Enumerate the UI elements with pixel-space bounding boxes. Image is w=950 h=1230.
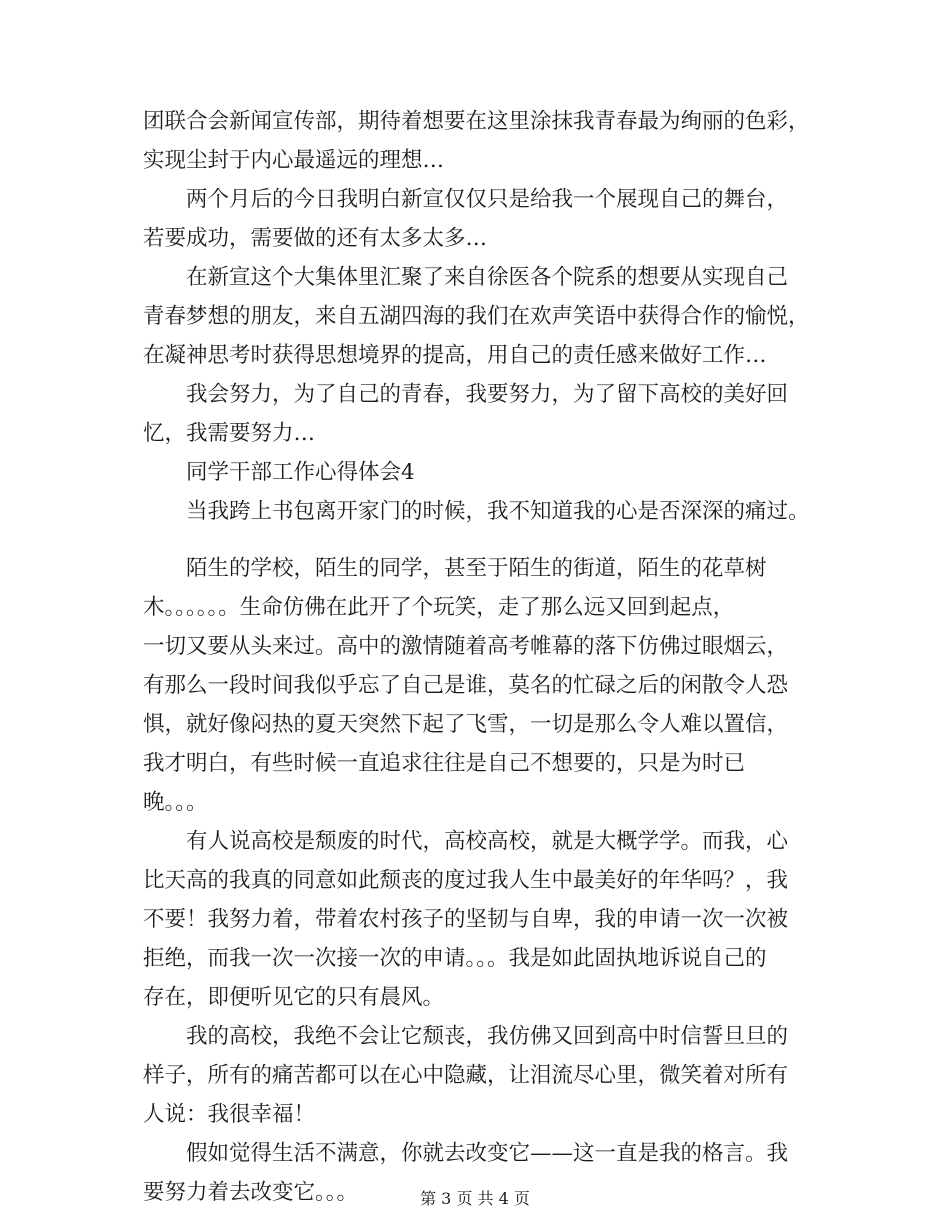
text-line: 样子，所有的痛苦都可以在心中隐藏，让泪流尽心里，微笑着对所有: [143, 1063, 789, 1088]
text-line: 一切又要从头来过。高中的激情随着高考帷幕的落下仿佛过眼烟云，: [143, 634, 789, 659]
text-line: 要努力着去改变它。。。: [143, 1180, 359, 1205]
text-line: 比天高的我真的同意如此颓丧的度过我人生中最美好的年华吗？，我: [143, 868, 789, 893]
text-line: 晚。。。: [143, 790, 208, 815]
text-line: 惧，就好像闷热的夏天突然下起了飞雪，一切是那么令人难以置信，: [143, 712, 789, 737]
text-line: 忆，我需要努力…: [143, 421, 316, 446]
text-line: 木。。。。。。生命仿佛在此开了个玩笑，走了那么远又回到起点，: [143, 595, 735, 620]
section-heading: 同学干部工作心得体会4: [186, 460, 415, 485]
text-line: 不要！我努力着，带着农村孩子的坚韧与自卑，我的申请一次一次被: [143, 907, 789, 932]
text-line: 存在，即便听见它的只有晨风。: [143, 985, 445, 1010]
text-line: 我会努力，为了自己的青春，我要努力，为了留下高校的美好回: [186, 382, 789, 407]
text-line: 拒绝，而我一次一次接一次的申请。。。我是如此固执地诉说自己的: [143, 946, 767, 971]
text-line: 有人说高校是颓废的时代，高校高校，就是大概学学。而我，心: [186, 829, 789, 854]
text-line: 在新宣这个大集体里汇聚了来自徐医各个院系的想要从实现自己: [186, 265, 789, 290]
text-line: 当我跨上书包离开家门的时候，我不知道我的心是否深深的痛过。: [186, 499, 810, 524]
text-line: 若要成功，需要做的还有太多太多…: [143, 226, 488, 251]
text-line: 陌生的学校，陌生的同学，甚至于陌生的街道，陌生的花草树: [186, 556, 767, 581]
text-line: 有那么一段时间我似乎忘了自己是谁，莫名的忙碌之后的闲散令人恐: [143, 673, 789, 698]
text-line: 在凝神思考时获得思想境界的提高，用自己的责任感来做好工作…: [143, 343, 767, 368]
page-number-footer: 第 3 页 共 4 页: [420, 1189, 530, 1208]
text-line: 我的高校，我绝不会让它颓丧，我仿佛又回到高中时信誓旦旦的: [186, 1024, 789, 1049]
text-line: 两个月后的今日我明白新宣仅仅只是给我一个展现自己的舞台，: [186, 187, 789, 212]
text-line: 团联合会新闻宣传部，期待着想要在这里涂抹我青春最为绚丽的色彩，: [143, 109, 810, 134]
text-line: 人说：我很幸福！: [143, 1102, 316, 1127]
text-line: 青春梦想的朋友，来自五湖四海的我们在欢声笑语中获得合作的愉悦，: [143, 304, 810, 329]
text-line: 我才明白，有些时候一直追求往往是自己不想要的，只是为时已: [143, 751, 746, 776]
text-line: 实现尘封于内心最遥远的理想…: [143, 148, 445, 173]
text-line: 假如觉得生活不满意，你就去改变它——这一直是我的格言。我: [186, 1141, 789, 1166]
